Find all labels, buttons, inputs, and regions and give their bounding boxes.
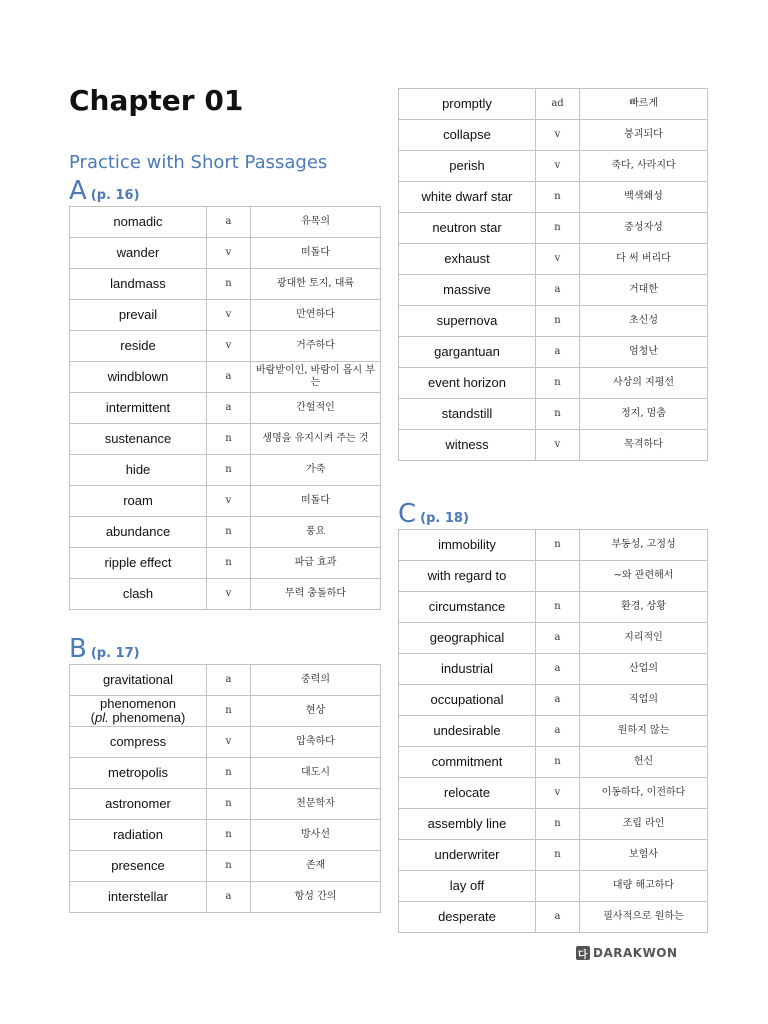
vocab-korean-meaning: 항성 간의 [251, 882, 381, 913]
vocab-korean-meaning: 헌신 [580, 747, 708, 778]
vocab-row [399, 306, 708, 337]
vocab-word: ripple effect [70, 548, 207, 579]
vocab-part-of-speech: n [536, 747, 580, 778]
vocab-row [399, 623, 708, 654]
vocab-part-of-speech: a [207, 665, 251, 696]
vocab-row [399, 399, 708, 430]
vocab-word: immobility [399, 530, 536, 561]
vocab-row [399, 530, 708, 561]
vocab-row [399, 337, 708, 368]
vocab-row [399, 809, 708, 840]
vocab-word: desperate [399, 902, 536, 933]
vocab-part-of-speech: n [207, 851, 251, 882]
vocab-word: assembly line [399, 809, 536, 840]
vocab-word: gargantuan [399, 337, 536, 368]
vocab-row [399, 430, 708, 461]
vocab-word: perish [399, 151, 536, 182]
vocab-word: white dwarf star [399, 182, 536, 213]
vocab-word: undesirable [399, 716, 536, 747]
vocab-korean-meaning: 간헐적인 [251, 393, 381, 424]
vocab-part-of-speech: n [536, 530, 580, 561]
vocab-word: relocate [399, 778, 536, 809]
vocab-part-of-speech: v [536, 778, 580, 809]
vocab-word: roam [70, 486, 207, 517]
vocab-part-of-speech: n [536, 306, 580, 337]
vocab-word: compress [70, 727, 207, 758]
vocab-korean-meaning: 사상의 지평선 [580, 368, 708, 399]
vocab-table-b [69, 664, 381, 913]
vocab-row [70, 393, 381, 424]
section-b-heading [69, 634, 140, 664]
section-letter: A [69, 176, 87, 206]
vocab-word: intermittent [70, 393, 207, 424]
vocab-part-of-speech: a [207, 207, 251, 238]
vocab-korean-meaning: 파급 효과 [251, 548, 381, 579]
vocab-row [399, 592, 708, 623]
section-c-heading [398, 499, 469, 529]
vocab-word: supernova [399, 306, 536, 337]
vocab-part-of-speech: n [207, 517, 251, 548]
vocab-korean-meaning: 유목의 [251, 207, 381, 238]
vocab-part-of-speech: n [207, 696, 251, 727]
vocab-word: lay off [399, 871, 536, 902]
vocab-part-of-speech: ad [536, 89, 580, 120]
vocab-korean-meaning: 만연하다 [251, 300, 381, 331]
vocab-part-of-speech: v [207, 579, 251, 610]
vocab-row [70, 331, 381, 362]
vocab-row [70, 300, 381, 331]
logo-mark-icon: 다 [576, 946, 590, 960]
vocab-table-a [69, 206, 381, 610]
vocab-korean-meaning: 떠돌다 [251, 238, 381, 269]
vocab-part-of-speech: v [207, 300, 251, 331]
vocab-part-of-speech: n [207, 758, 251, 789]
vocab-korean-meaning: ~와 관련해서 [580, 561, 708, 592]
vocab-part-of-speech: a [207, 393, 251, 424]
vocab-part-of-speech: a [536, 902, 580, 933]
vocab-row [399, 151, 708, 182]
vocab-part-of-speech: n [536, 840, 580, 871]
vocab-word: geographical [399, 623, 536, 654]
vocab-part-of-speech: v [536, 120, 580, 151]
section-page-ref: (p. 18) [420, 511, 469, 526]
vocab-word: windblown [70, 362, 207, 393]
vocab-part-of-speech: a [536, 337, 580, 368]
vocab-word: clash [70, 579, 207, 610]
vocab-row [70, 424, 381, 455]
vocab-word: abundance [70, 517, 207, 548]
vocab-korean-meaning: 생명을 유지시켜 주는 것 [251, 424, 381, 455]
vocab-korean-meaning: 정지, 멈춤 [580, 399, 708, 430]
vocab-row [70, 579, 381, 610]
vocab-word: wander [70, 238, 207, 269]
vocab-korean-meaning: 보험사 [580, 840, 708, 871]
vocab-korean-meaning: 환경, 상황 [580, 592, 708, 623]
vocab-korean-meaning: 광대한 토지, 대륙 [251, 269, 381, 300]
vocab-row [399, 902, 708, 933]
vocab-part-of-speech: v [207, 331, 251, 362]
section-subtitle: Practice with Short Passages [69, 152, 328, 173]
vocab-word: promptly [399, 89, 536, 120]
vocab-word: massive [399, 275, 536, 306]
vocab-row [399, 654, 708, 685]
vocab-korean-meaning: 빠르게 [580, 89, 708, 120]
section-page-ref: (p. 17) [90, 646, 140, 661]
vocab-word: circumstance [399, 592, 536, 623]
vocab-part-of-speech: a [536, 654, 580, 685]
vocab-row [70, 727, 381, 758]
vocab-row [70, 486, 381, 517]
vocab-korean-meaning: 풍요 [251, 517, 381, 548]
vocab-row [70, 455, 381, 486]
vocab-row [399, 213, 708, 244]
vocab-row [70, 882, 381, 913]
vocab-part-of-speech: n [536, 809, 580, 840]
vocab-korean-meaning: 중성자성 [580, 213, 708, 244]
vocab-korean-meaning: 무력 충돌하다 [251, 579, 381, 610]
vocab-word: exhaust [399, 244, 536, 275]
vocab-korean-meaning: 중력의 [251, 665, 381, 696]
vocab-korean-meaning: 다 써 버리다 [580, 244, 708, 275]
vocab-row [70, 269, 381, 300]
vocab-row [70, 362, 381, 393]
vocab-row [70, 851, 381, 882]
vocab-korean-meaning: 원하지 않는 [580, 716, 708, 747]
vocab-korean-meaning: 거대한 [580, 275, 708, 306]
vocab-word: nomadic [70, 207, 207, 238]
vocab-korean-meaning: 현상 [251, 696, 381, 727]
vocab-korean-meaning: 떠돌다 [251, 486, 381, 517]
vocab-part-of-speech: n [207, 548, 251, 579]
vocab-part-of-speech: n [536, 213, 580, 244]
vocab-korean-meaning: 필사적으로 원하는 [580, 902, 708, 933]
vocab-part-of-speech: n [536, 592, 580, 623]
vocab-part-of-speech: n [207, 820, 251, 851]
vocab-word: prevail [70, 300, 207, 331]
vocab-word: witness [399, 430, 536, 461]
vocab-row [399, 120, 708, 151]
vocab-korean-meaning: 붕괴되다 [580, 120, 708, 151]
vocab-word: industrial [399, 654, 536, 685]
vocab-row [70, 665, 381, 696]
vocab-part-of-speech [536, 871, 580, 902]
vocab-table-c [398, 529, 708, 933]
vocab-row [399, 685, 708, 716]
vocab-part-of-speech: v [207, 727, 251, 758]
vocab-row [399, 182, 708, 213]
vocab-part-of-speech: v [536, 430, 580, 461]
chapter-title: Chapter 01 [69, 84, 244, 117]
vocab-part-of-speech: n [207, 455, 251, 486]
vocab-korean-meaning: 지리적인 [580, 623, 708, 654]
vocab-korean-meaning: 이동하다, 이전하다 [580, 778, 708, 809]
vocab-part-of-speech: n [536, 182, 580, 213]
vocab-korean-meaning: 가죽 [251, 455, 381, 486]
vocab-table-b-continued [398, 88, 708, 461]
vocab-part-of-speech: v [207, 486, 251, 517]
vocab-part-of-speech: a [536, 685, 580, 716]
vocab-korean-meaning: 엄청난 [580, 337, 708, 368]
vocab-row [70, 548, 381, 579]
vocab-word: with regard to [399, 561, 536, 592]
vocab-row [70, 696, 381, 727]
vocab-word: event horizon [399, 368, 536, 399]
vocab-part-of-speech: a [536, 623, 580, 654]
vocab-word: collapse [399, 120, 536, 151]
vocab-korean-meaning: 천문학자 [251, 789, 381, 820]
vocab-row [399, 778, 708, 809]
vocab-korean-meaning: 죽다, 사라지다 [580, 151, 708, 182]
vocab-korean-meaning: 목격하다 [580, 430, 708, 461]
publisher-logo [576, 946, 678, 960]
vocab-korean-meaning: 부동성, 고정성 [580, 530, 708, 561]
vocab-word: metropolis [70, 758, 207, 789]
vocab-word: hide [70, 455, 207, 486]
vocab-korean-meaning: 압축하다 [251, 727, 381, 758]
vocab-row [399, 561, 708, 592]
vocab-row [70, 517, 381, 548]
logo-text: DARAKWON [593, 946, 678, 960]
section-letter: C [398, 499, 417, 529]
vocab-korean-meaning: 거주하다 [251, 331, 381, 362]
vocab-korean-meaning: 백색왜성 [580, 182, 708, 213]
vocab-word: underwriter [399, 840, 536, 871]
vocab-word: astronomer [70, 789, 207, 820]
vocab-part-of-speech: v [207, 238, 251, 269]
vocab-korean-meaning: 존재 [251, 851, 381, 882]
vocab-part-of-speech: n [207, 269, 251, 300]
section-letter: B [69, 634, 87, 664]
vocab-part-of-speech: a [207, 362, 251, 393]
vocab-word: landmass [70, 269, 207, 300]
vocab-word: interstellar [70, 882, 207, 913]
vocab-row [399, 747, 708, 778]
vocab-part-of-speech: n [536, 368, 580, 399]
vocab-row [70, 789, 381, 820]
vocab-row [399, 89, 708, 120]
vocab-word: reside [70, 331, 207, 362]
vocab-korean-meaning: 산업의 [580, 654, 708, 685]
vocab-row [70, 820, 381, 851]
vocab-part-of-speech: n [536, 399, 580, 430]
vocab-word: presence [70, 851, 207, 882]
vocab-row [399, 368, 708, 399]
vocab-korean-meaning: 바람받이인, 바람이 몹시 부는 [251, 362, 381, 393]
vocab-word: occupational [399, 685, 536, 716]
vocab-korean-meaning: 대량 해고하다 [580, 871, 708, 902]
vocab-part-of-speech: a [207, 882, 251, 913]
vocab-part-of-speech: n [207, 424, 251, 455]
vocab-word: gravitational [70, 665, 207, 696]
vocab-row [399, 244, 708, 275]
vocab-part-of-speech: a [536, 275, 580, 306]
vocab-row [399, 716, 708, 747]
vocab-part-of-speech: v [536, 244, 580, 275]
vocab-row [70, 207, 381, 238]
vocab-row [70, 238, 381, 269]
vocab-row [399, 871, 708, 902]
vocab-word: sustenance [70, 424, 207, 455]
vocab-part-of-speech: n [207, 789, 251, 820]
vocab-korean-meaning: 초신성 [580, 306, 708, 337]
section-page-ref: (p. 16) [90, 188, 140, 203]
vocab-word: standstill [399, 399, 536, 430]
vocab-row [399, 840, 708, 871]
section-a-heading [69, 176, 140, 206]
vocab-korean-meaning: 조립 라인 [580, 809, 708, 840]
vocab-part-of-speech [536, 561, 580, 592]
vocab-word: radiation [70, 820, 207, 851]
vocab-korean-meaning: 직업의 [580, 685, 708, 716]
vocab-word: phenomenon (pl. phenomena) [70, 696, 207, 727]
vocab-word: commitment [399, 747, 536, 778]
vocab-row [399, 275, 708, 306]
vocab-korean-meaning: 대도시 [251, 758, 381, 789]
vocab-word: neutron star [399, 213, 536, 244]
vocab-part-of-speech: v [536, 151, 580, 182]
vocab-row [70, 758, 381, 789]
vocab-part-of-speech: a [536, 716, 580, 747]
vocab-korean-meaning: 방사선 [251, 820, 381, 851]
